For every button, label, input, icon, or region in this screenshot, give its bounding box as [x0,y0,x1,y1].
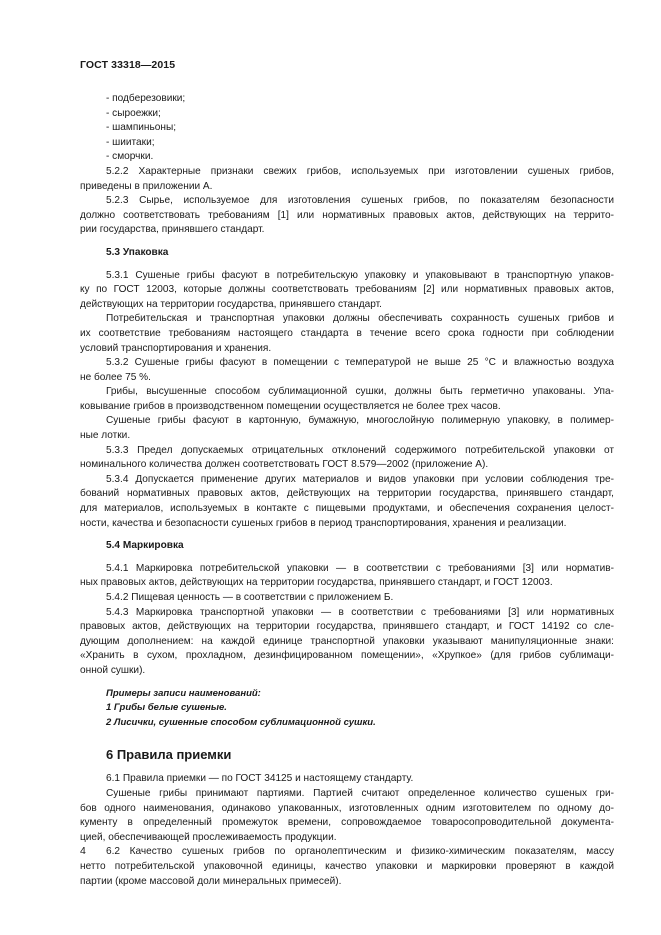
text-line: 5.3.1 Сушеные грибы фасуют в потребительскую упаковку и упаковывают в транспортную упаков- [106,269,614,281]
text-line: Грибы, высушенные способом сублимационной сушки, должны быть герметично упакованы. Упа- [106,386,614,398]
text-line: ности, качества и безопасности сушеных грибов в период транспортирования, хранения и реализации. [80,517,567,529]
paragraph-5-3-3 [80,444,614,473]
section-heading-5-3: 5.3 Упаковка [106,246,169,258]
list-item: - сморчки. [106,151,154,163]
paragraph-5-4-3 [80,606,614,679]
text-line: 5.2.2 Характерные признаки свежих грибов, используемых при изготовлении сушеных грибов, [106,165,614,177]
paragraph-6-2 [80,845,614,889]
text-line: цией, обеспечивающей прослеживаемость продукции. [80,831,337,843]
paragraph-5-3-2 [80,356,614,385]
paragraph-5-2-3 [80,194,614,238]
text-line: 5.2.3 Сырье, используемое для изготовления сушеных грибов, по показателям безопасности [106,195,614,207]
text-line: ку по ГОСТ 12003, которые должны соответствовать требованиям [2] или нормативных правовых актов, [80,284,614,296]
paragraph-5-3-2b [80,385,614,414]
list-item: - шиитаки; [106,136,155,148]
text-line: 6.2 Качество сушеных грибов по органолептическим и физико-химическим показателям, массу [106,846,614,858]
text-line: Потребительская и транспортная упаковки должны обеспечивать сохранность сушеных грибов и [106,313,614,325]
page-content [80,92,614,889]
text-line: дующим дополнением: на каждой единице транспортной упаковки указывают манипуляционные знаки: [80,635,614,647]
list-item: - сыроежки; [106,107,161,119]
text-line: ных правовых актов, действующих на территории государства, принявшего стандарт, и ГОСТ 12003. [80,577,553,589]
text-line: рии государства, принявшего стандарт. [80,224,265,236]
text-line: бов одного наименования, одинаково упакованных, изготовленных одним изготовителем по одному до- [80,802,614,814]
text-line: действующих на территории государства, принявшего стандарт. [80,298,382,310]
text-line: 5.4.2 Пищевая ценность — в соответствии с приложением Б. [106,592,394,603]
text-line: Сушеные грибы фасуют в картонную, бумажную, многослойную полимерную упаковку, в полимер- [106,415,614,427]
text-line: кументу в определенный промежуток времени, сопровождаемое товаросопроводительной документа- [80,817,614,829]
mushroom-list [80,92,614,165]
text-line: 6.1 Правила приемки — по ГОСТ 34125 и настоящему стандарту. [106,773,414,785]
paragraph-5-3-1 [80,269,614,313]
example-item: 1 Грибы белые сушеные. [106,702,227,714]
text-line: номинального количества должен соответствовать ГОСТ 8.579—2002 (приложение А). [80,459,489,471]
paragraph-5-3-1b [80,312,614,356]
doc-code-header: ГОСТ 33318—2015 [80,59,176,71]
text-line: Сушеные грибы принимают партиями. Партией считают определенное количество сушеных гри- [106,787,614,799]
paragraph-5-4-1 [80,562,614,591]
text-line: 5.3.3 Предел допускаемых отрицательных отклонений содержимого потребительской упаковки от [106,444,614,456]
text-line: не более 75 %. [80,371,151,383]
text-line: должно соответствовать требованиям [1] или нормативных правовых актов, действующих на террито- [80,209,614,221]
text-line: условий транспортирования и хранения. [80,342,272,354]
text-line: «Хранить в сухом, прохладном, дезинфицированном помещении», «Хрупкое» (для грибов сублимаци- [80,650,614,662]
naming-examples [80,687,614,731]
paragraph-5-3-4 [80,473,614,531]
section-heading-6: 6 Правила приемки [106,747,232,763]
text-line: ковывание грибов в производственном помещении осуществляется не более трех часов. [80,400,501,412]
text-line: для материалов, используемых в контакте с пищевыми продуктами, и обеспечения сохранения целост- [80,503,614,515]
text-line: их соответствие требованиям настоящего стандарта в течение всего срока годности при соблюдении [80,327,614,339]
list-item: - подберезовики; [106,93,186,104]
text-line: приведены в приложении А. [80,180,213,192]
text-line: бований нормативных правовых актов, действующих на территории государства, принявшего стандарт, [80,488,614,500]
text-line: партии (кроме массовой доли минеральных примесей). [80,875,342,887]
paragraph-6-1 [80,772,614,787]
text-line: 5.3.2 Сушеные грибы фасуют в помещении с температурой не выше 25 °C и влажностью воздуха [106,357,614,369]
paragraph-5-4-2 [80,591,614,606]
text-line: 5.4.1 Маркировка потребительской упаковки — в соответствии с требованиями [3] или норматив- [106,562,614,574]
text-line: нетто потребительской упаковочной единицы, качество упаковки и маркировки проверяют в каждой [80,860,614,872]
paragraph-5-3-2c [80,414,614,443]
list-item: - шампиньоны; [106,122,177,134]
example-item: 2 Лисички, сушенные способом сублимационной сушки. [106,716,376,728]
text-line: 5.4.3 Маркировка транспортной упаковки — в соответствии с требованиями [3] или нормативных [106,606,614,618]
examples-title: Примеры записи наименований: [106,687,261,699]
section-heading-5-4: 5.4 Маркировка [106,540,184,552]
paragraph-6-1b [80,787,614,845]
text-line: ные лотки. [80,430,131,442]
text-line: правовых актов, действующих на территории государства, принявшего стандарт, и ГОСТ 14192 со сле- [80,621,614,633]
page-number: 4 [80,845,86,857]
paragraph-5-2-2 [80,165,614,194]
text-line: онной сушки). [80,664,146,676]
text-line: 5.3.4 Допускается применение других материалов и видов упаковки при условии соблюдения тре- [106,473,614,485]
